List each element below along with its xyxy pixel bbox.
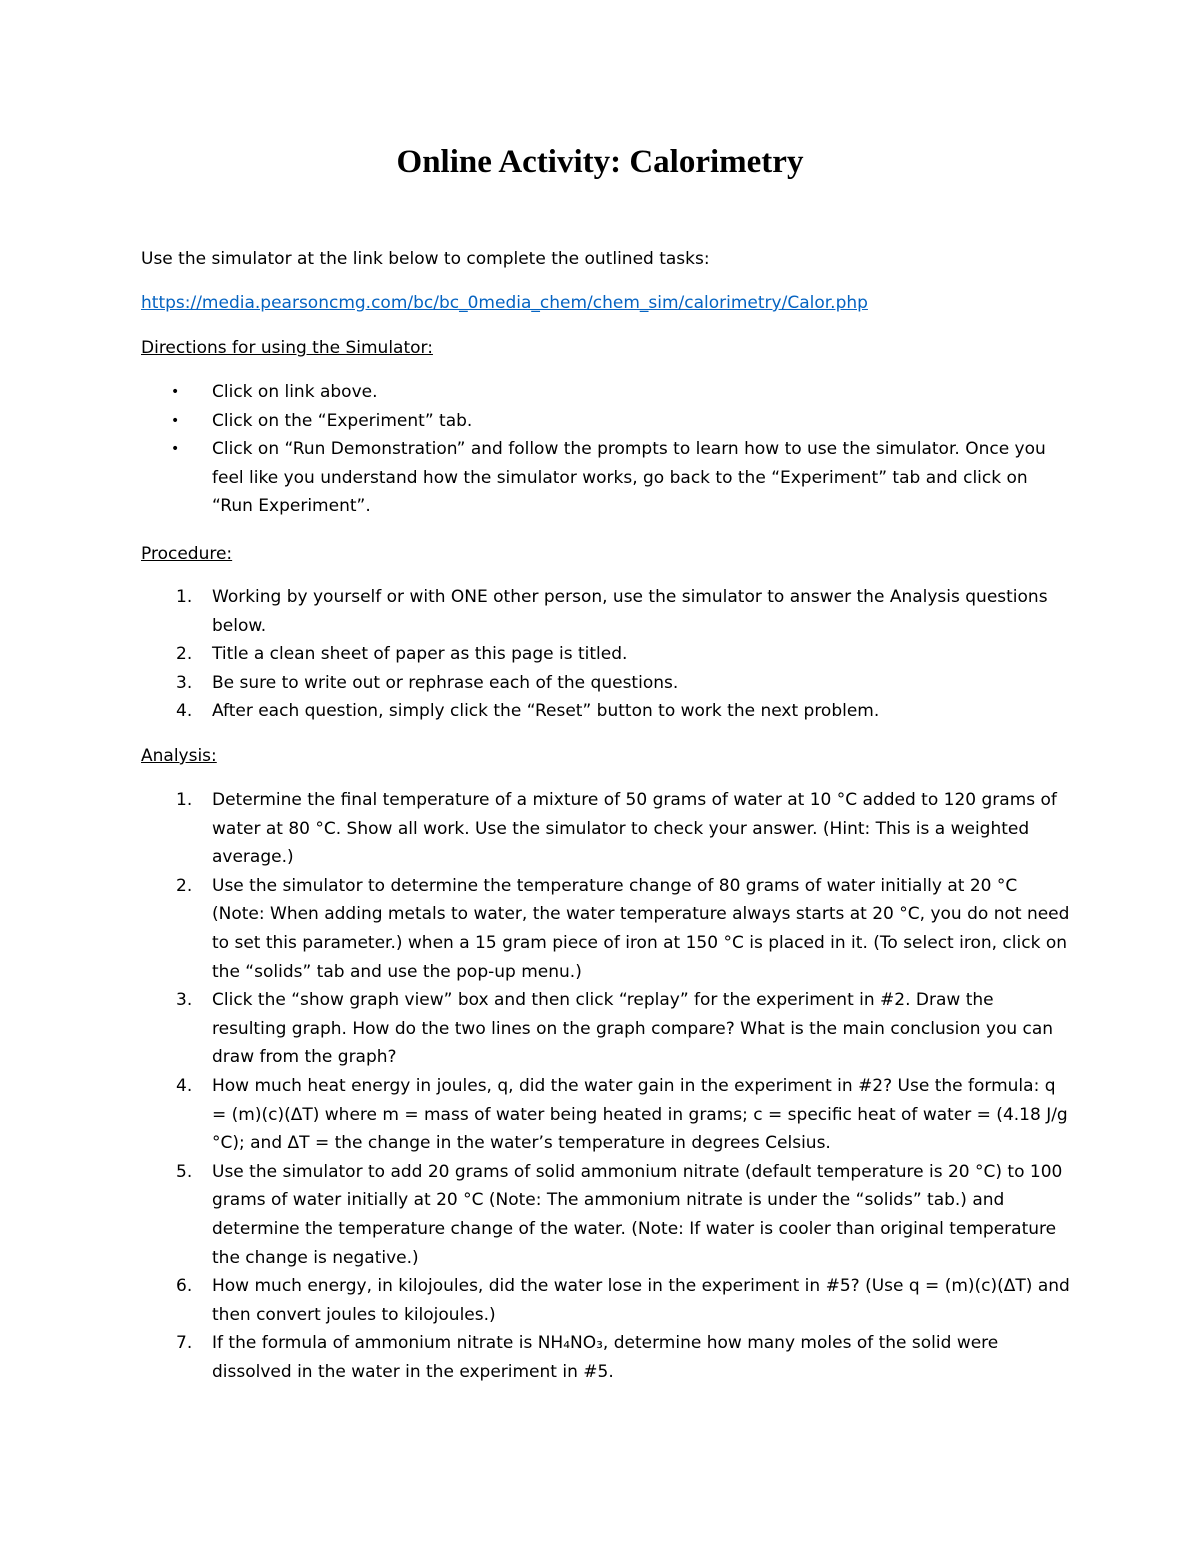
list-item bbox=[141, 640, 1071, 669]
list-item bbox=[141, 1272, 1071, 1329]
procedure-text: Working by yourself or with ONE other person, use the simulator to answer the Analysis questions below. bbox=[212, 587, 1048, 636]
procedure-text: Title a clean sheet of paper as this page is titled. bbox=[212, 644, 628, 665]
direction-text: Click on “Run Demonstration” and follow the prompts to learn how to use the simulator. Once you feel like you understand how the simulator works, go back to the “Experiment” tab and click on “Run Experiment”. bbox=[212, 439, 1046, 517]
analysis-question: Determine the final temperature of a mixture of 50 grams of water at 10 °C added to 120 grams of water at 80 °C. Show all work. Use the simulator to check your answer. (Hint: This is a weighted average.) bbox=[212, 790, 1057, 868]
directions-list bbox=[141, 378, 1071, 521]
list-item bbox=[141, 407, 1071, 436]
analysis-question: How much energy, in kilojoules, did the water lose in the experiment in #5? (Use q = (m)(c)(ΔT) and then convert joules to kilojoules.) bbox=[212, 1276, 1070, 1325]
analysis-question: If the formula of ammonium nitrate is NH₄NO₃, determine how many moles of the solid were dissolved in the water in the experiment in #5. bbox=[212, 1333, 999, 1382]
analysis-list bbox=[141, 786, 1071, 1386]
item-number: 2. bbox=[176, 875, 193, 896]
item-number: 3. bbox=[176, 990, 193, 1011]
list-item bbox=[141, 1072, 1071, 1158]
directions-heading: Directions for using the Simulator: bbox=[141, 338, 433, 358]
analysis-question: Click the “show graph view” box and then click “replay” for the experiment in #2. Draw the resulting graph. How do the two lines on the graph compare? What is the main conclusion you can draw from the graph? bbox=[212, 990, 1054, 1068]
procedure-text: After each question, simply click the “Reset” button to work the next problem. bbox=[212, 701, 880, 722]
list-item bbox=[141, 786, 1071, 872]
item-number: 2. bbox=[176, 644, 193, 665]
item-number: 4. bbox=[176, 1075, 193, 1096]
page-title: Online Activity: Calorimetry bbox=[396, 144, 804, 180]
direction-text: Click on the “Experiment” tab. bbox=[212, 410, 473, 431]
procedure-list bbox=[141, 583, 1071, 726]
list-item bbox=[141, 1158, 1071, 1272]
analysis-heading: Analysis: bbox=[141, 746, 217, 766]
simulator-link[interactable]: https://media.pearsoncmg.com/bc/bc_0media_chem/chem_sim/calorimetry/Calor.php bbox=[141, 293, 868, 313]
list-item bbox=[141, 697, 1071, 726]
bullet-icon: • bbox=[171, 441, 180, 458]
list-item bbox=[141, 378, 1071, 407]
list-item bbox=[141, 1329, 1071, 1386]
simulator-link-line bbox=[141, 289, 868, 317]
item-number: 4. bbox=[176, 701, 193, 722]
item-number: 1. bbox=[176, 790, 193, 810]
procedure-heading: Procedure: bbox=[141, 544, 233, 564]
bullet-icon: • bbox=[171, 384, 180, 400]
item-number: 5. bbox=[176, 1161, 193, 1182]
bullet-icon: • bbox=[171, 412, 180, 429]
item-number: 3. bbox=[176, 672, 193, 693]
list-item bbox=[141, 583, 1071, 640]
procedure-text: Be sure to write out or rephrase each of the questions. bbox=[212, 672, 679, 693]
direction-text: Click on link above. bbox=[212, 382, 378, 402]
item-number: 1. bbox=[176, 587, 193, 607]
intro-text: Use the simulator at the link below to complete the outlined tasks: bbox=[141, 249, 710, 269]
list-item bbox=[141, 435, 1071, 521]
list-item bbox=[141, 986, 1071, 1072]
analysis-question: How much heat energy in joules, q, did the water gain in the experiment in #2? Use the formula: q = (m)(c)(ΔT) where m = mass of water being heated in grams; c = specific heat of water = (4.18 J/g °C); and ΔT = the change in the water’s temperature in degrees Celsius. bbox=[212, 1075, 1068, 1154]
list-item bbox=[141, 669, 1071, 698]
analysis-question: Use the simulator to determine the temperature change of 80 grams of water initially at 20 °C (Note: When adding metals to water, the water temperature always starts at 20 °C, you do not need to set this parameter.) when a 15 gram piece of iron at 150 °C is placed in it. (To select iron, click on the “solids” tab and use the pop-up menu.) bbox=[212, 875, 1070, 982]
item-number: 7. bbox=[176, 1333, 193, 1354]
list-item bbox=[141, 872, 1071, 986]
analysis-question: Use the simulator to add 20 grams of solid ammonium nitrate (default temperature is 20 °C) to 100 grams of water initially at 20 °C (Note: The ammonium nitrate is under the “solids” tab.) and determine the temperature change of the water. (Note: If water is cooler than original temperature the change is negative.) bbox=[212, 1161, 1063, 1268]
item-number: 6. bbox=[176, 1276, 193, 1297]
